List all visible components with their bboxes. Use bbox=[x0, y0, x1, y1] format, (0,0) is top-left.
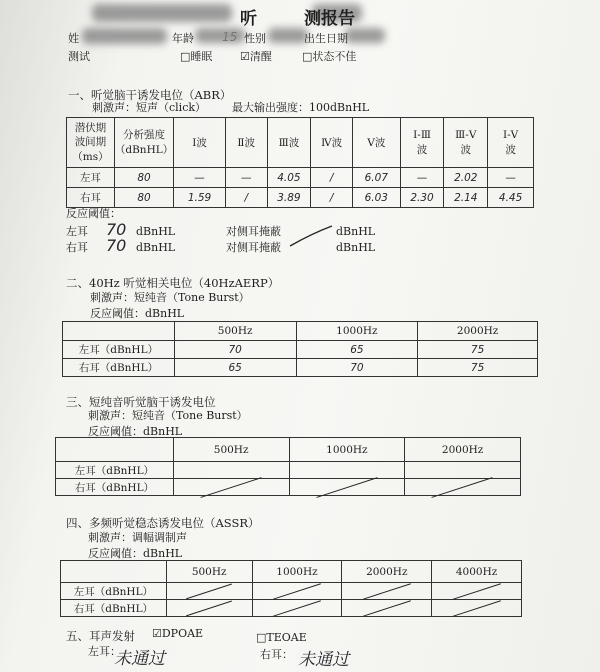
oae-left-label: 左耳： bbox=[88, 645, 121, 658]
tone-stimulus: 刺激声：短纯音（Tone Burst） bbox=[88, 409, 248, 422]
abr-header-wave-2: Ⅱ波 bbox=[225, 118, 267, 168]
tone-header-ear bbox=[56, 438, 174, 462]
abr-header-interval-1-5: Ⅰ-Ⅴ 波 bbox=[488, 118, 534, 168]
abr-cell: — bbox=[488, 168, 534, 188]
aerp-header-1000: 1000Hz bbox=[296, 322, 418, 341]
assr-header-ear bbox=[61, 561, 167, 583]
state-sleep: □睡眠 bbox=[180, 50, 213, 63]
aerp-row-left bbox=[63, 341, 538, 359]
redaction-blur bbox=[82, 28, 167, 44]
abr-cell: / bbox=[311, 168, 353, 188]
tone-row-left bbox=[56, 462, 521, 479]
empty-slash bbox=[316, 477, 377, 498]
tone-cell bbox=[289, 462, 405, 479]
abr-left-threshold: 70 bbox=[106, 220, 127, 239]
abr-cell: 2.02 bbox=[444, 168, 488, 188]
abr-title: 一、听觉脑干诱发电位（ABR） bbox=[68, 88, 232, 102]
empty-slash bbox=[186, 584, 231, 600]
tone-header-500: 500Hz bbox=[173, 438, 289, 462]
tone-header-2000: 2000Hz bbox=[405, 438, 521, 462]
test-state-label: 测试 bbox=[68, 50, 90, 63]
assr-stimulus: 刺激声：调幅调制声 bbox=[88, 531, 187, 544]
tone-cell bbox=[405, 479, 521, 496]
age-label: 年龄 bbox=[172, 32, 194, 45]
redaction-blur bbox=[92, 4, 232, 22]
assr-cell bbox=[166, 583, 252, 600]
abr-cell: — bbox=[225, 168, 267, 188]
assr-title: 四、多频听觉稳态诱发电位（ASSR） bbox=[66, 516, 260, 530]
redaction-blur bbox=[195, 28, 245, 43]
tone-row-ear: 右耳（dBnHL） bbox=[56, 479, 174, 496]
assr-cell bbox=[342, 600, 432, 617]
aerp-threshold-label: 反应阈值：dBnHL bbox=[90, 307, 185, 320]
state-awake: ☑清醒 bbox=[240, 50, 272, 63]
empty-slash bbox=[200, 477, 261, 498]
assr-header-1000: 1000Hz bbox=[252, 561, 342, 583]
abr-header-interval-1-3: Ⅰ-Ⅲ 波 bbox=[400, 118, 444, 168]
abr-threshold-label: 反应阈值： bbox=[66, 207, 121, 220]
tone-header-1000: 1000Hz bbox=[289, 438, 405, 462]
abr-left-unit: dBnHL bbox=[136, 225, 176, 238]
aerp-cell: 75 bbox=[418, 341, 538, 359]
assr-threshold-label: 反应阈值：dBnHL bbox=[88, 547, 183, 560]
abr-row-left bbox=[67, 168, 534, 188]
abr-cell: 80 bbox=[114, 188, 173, 208]
oae-right-result: 未通过 bbox=[298, 650, 349, 670]
abr-cell: 4.05 bbox=[267, 168, 311, 188]
report-title-right: 测报告 bbox=[304, 9, 355, 29]
abr-cell: — bbox=[174, 168, 226, 188]
assr-cell bbox=[252, 600, 342, 617]
abr-header-latency: 潜伏期 波间期 （ms） bbox=[67, 118, 115, 168]
aerp-header-2000: 2000Hz bbox=[418, 322, 538, 341]
tone-table bbox=[55, 437, 521, 496]
abr-header-intensity: 分析强度 （dBnHL） bbox=[114, 118, 173, 168]
abr-row-right bbox=[67, 188, 534, 208]
oae-title: 五、耳声发射 bbox=[66, 629, 135, 643]
abr-right-unit: dBnHL bbox=[136, 241, 176, 254]
aerp-cell: 75 bbox=[418, 359, 538, 377]
assr-cell bbox=[252, 583, 342, 600]
abr-cell: 2.30 bbox=[400, 188, 444, 208]
empty-slash bbox=[273, 583, 321, 599]
abr-right-ear: 右耳 bbox=[66, 241, 88, 254]
abr-header-interval-3-5: Ⅲ-Ⅴ 波 bbox=[444, 118, 488, 168]
tone-cell bbox=[173, 462, 289, 479]
empty-slash bbox=[186, 601, 231, 617]
aerp-title: 二、40Hz 听觉相关电位（40HzAERP） bbox=[66, 276, 280, 290]
abr-row-ear: 左耳 bbox=[67, 168, 115, 188]
redaction-blur bbox=[345, 28, 385, 43]
oae-dpoae: ☑DPOAE bbox=[152, 627, 204, 640]
assr-cell bbox=[342, 583, 432, 600]
abr-cell: — bbox=[400, 168, 444, 188]
abr-cell: 4.45 bbox=[488, 188, 534, 208]
age-handwritten: 15 bbox=[222, 30, 238, 44]
abr-max-output: 最大输出强度：100dBnHL bbox=[232, 101, 370, 114]
abr-row-ear: 右耳 bbox=[67, 188, 115, 208]
empty-slash bbox=[432, 477, 493, 498]
abr-left-mask-unit: dBnHL bbox=[336, 225, 376, 238]
abr-header-wave-1: Ⅰ波 bbox=[174, 118, 226, 168]
abr-table bbox=[66, 117, 534, 208]
abr-stimulus: 刺激声：短声（click） bbox=[92, 101, 207, 114]
abr-cell: / bbox=[225, 188, 267, 208]
aerp-row-ear: 左耳（dBnHL） bbox=[63, 341, 175, 359]
abr-cell: / bbox=[311, 188, 353, 208]
oae-teoae: □TEOAE bbox=[256, 631, 307, 644]
abr-right-threshold: 70 bbox=[106, 236, 127, 255]
aerp-header-500: 500Hz bbox=[174, 322, 296, 341]
aerp-row-right bbox=[63, 359, 538, 377]
redaction-blur bbox=[268, 28, 308, 43]
abr-header-wave-3: Ⅲ波 bbox=[267, 118, 311, 168]
aerp-stimulus: 刺激声：短纯音（Tone Burst） bbox=[90, 291, 250, 304]
birthdate-label: 出生日期 bbox=[304, 32, 348, 45]
mask-slash bbox=[286, 224, 336, 250]
tone-cell bbox=[405, 462, 521, 479]
assr-row-left bbox=[61, 583, 522, 600]
assr-header-500: 500Hz bbox=[166, 561, 252, 583]
abr-cell: 1.59 bbox=[174, 188, 226, 208]
tone-threshold-label: 反应阈值：dBnHL bbox=[88, 425, 183, 438]
assr-cell bbox=[432, 583, 522, 600]
abr-cell: 80 bbox=[114, 168, 173, 188]
empty-slash bbox=[363, 600, 411, 616]
assr-row-ear: 左耳（dBnHL） bbox=[61, 583, 167, 600]
abr-right-mask-unit: dBnHL bbox=[336, 241, 376, 254]
tone-row-right bbox=[56, 479, 521, 496]
abr-cell: 6.03 bbox=[352, 188, 400, 208]
empty-slash bbox=[363, 583, 411, 599]
aerp-cell: 65 bbox=[174, 359, 296, 377]
abr-cell: 3.89 bbox=[267, 188, 311, 208]
abr-cell: 2.14 bbox=[444, 188, 488, 208]
assr-cell bbox=[432, 600, 522, 617]
sex-label: 性别 bbox=[244, 32, 266, 45]
aerp-cell: 70 bbox=[296, 359, 418, 377]
tone-cell bbox=[289, 479, 405, 496]
empty-slash bbox=[453, 583, 501, 599]
assr-table bbox=[60, 560, 522, 617]
abr-left-mask-label: 对侧耳掩蔽 bbox=[226, 225, 281, 238]
aerp-row-ear: 右耳（dBnHL） bbox=[63, 359, 175, 377]
tone-cell bbox=[173, 479, 289, 496]
assr-header-2000: 2000Hz bbox=[342, 561, 432, 583]
oae-right-label: 右耳： bbox=[260, 648, 293, 661]
aerp-table bbox=[62, 321, 538, 377]
aerp-header-ear bbox=[63, 322, 175, 341]
empty-slash bbox=[273, 600, 321, 616]
abr-header-wave-4: Ⅳ波 bbox=[311, 118, 353, 168]
assr-header-4000: 4000Hz bbox=[432, 561, 522, 583]
abr-right-mask-label: 对侧耳掩蔽 bbox=[226, 241, 281, 254]
abr-header-wave-5: Ⅴ波 bbox=[352, 118, 400, 168]
assr-cell bbox=[166, 600, 252, 617]
state-poor: □状态不佳 bbox=[302, 50, 357, 63]
report-title-left: 听 bbox=[240, 9, 257, 29]
tone-title: 三、短纯音听觉脑干诱发电位 bbox=[66, 395, 216, 409]
abr-left-ear: 左耳 bbox=[66, 225, 88, 238]
assr-row-right bbox=[61, 600, 522, 617]
oae-left-result: 未通过 bbox=[114, 649, 165, 669]
aerp-cell: 70 bbox=[174, 341, 296, 359]
name-label: 姓 bbox=[68, 32, 79, 45]
assr-row-ear: 右耳（dBnHL） bbox=[61, 600, 167, 617]
aerp-cell: 65 bbox=[296, 341, 418, 359]
abr-cell: 6.07 bbox=[352, 168, 400, 188]
tone-row-ear: 左耳（dBnHL） bbox=[56, 462, 174, 479]
empty-slash bbox=[453, 600, 501, 616]
